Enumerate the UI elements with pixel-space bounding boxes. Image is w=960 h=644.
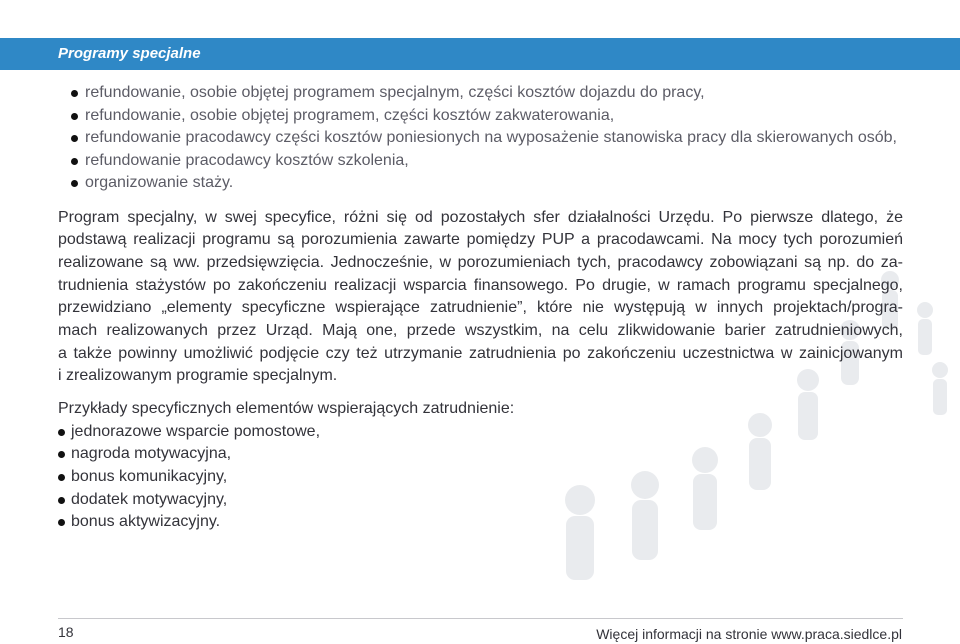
bullet-icon: [71, 158, 78, 165]
page-number: 18: [58, 624, 74, 640]
bullet-list-top: [58, 82, 903, 195]
paragraph-line: realizowane są ww. przedsięwzięcia. Jednocześnie, w porozumieniach tych, pracodawcy zobowiązani są np. do za-: [58, 253, 903, 271]
list-item: nagroda motywacyjna,: [58, 443, 903, 466]
list-item: refundowanie pracodawcy części kosztów poniesionych na wyposażenie stanowiska pracy dla skierowanych osób,: [58, 127, 903, 150]
bullet-icon: [71, 113, 78, 120]
bullet-icon: [71, 90, 78, 97]
header-band: [0, 38, 960, 70]
paragraph-line: Program specjalny, w swej specyfice, różni się od pozostałych sfer działalności Urzędu. Po pierwsze dlatego, że: [58, 208, 903, 226]
bullet-icon: [71, 135, 78, 142]
bullet-icon: [58, 429, 65, 436]
paragraph-line: a także powinny umożliwić podjęcie czy też utrzymanie zatrudnienia po zakończeniu uczestnictwa w zainicjowanym: [58, 344, 903, 362]
bullet-list-bottom: [58, 421, 903, 535]
examples-heading: Przykłady specyficznych elementów wspierających zatrudnienie:: [58, 400, 515, 418]
page-section-title: Programy specjalne: [58, 45, 201, 62]
body-paragraph: [58, 207, 903, 389]
main-content: [58, 82, 903, 534]
list-item: refundowanie, osobie objętej programem, części kosztów zakwaterowania,: [58, 105, 903, 128]
paragraph-line: podstawą realizacji programu są porozumienia zawarte pomiędzy PUP a pracodawcami. Na mocy tych porozumień: [58, 231, 903, 249]
bullet-icon: [58, 519, 65, 526]
list-item: jednorazowe wsparcie pomostowe,: [58, 421, 903, 444]
list-item: dodatek motywacyjny,: [58, 489, 903, 512]
bullet-icon: [71, 180, 78, 187]
list-item: bonus komunikacyjny,: [58, 466, 903, 489]
bullet-icon: [58, 474, 65, 481]
bullet-icon: [58, 497, 65, 504]
paragraph-line: trudnienia stażystów po zakończeniu realizacji wsparcia finansowego. Po drugie, w ramach programu specjalnego,: [58, 276, 903, 294]
list-item: refundowanie pracodawcy kosztów szkolenia,: [58, 150, 903, 173]
list-item: bonus aktywizacyjny.: [58, 511, 903, 534]
paragraph-line: i zrealizowanym programie specjalnym.: [58, 367, 338, 385]
paragraph-line: przewidziano „elementy specyficzne wspierające zatrudnienie”, które nie występują w innych projektach/progra-: [58, 299, 903, 317]
footer-website-info: Więcej informacji na stronie www.praca.siedlce.pl: [596, 626, 902, 642]
paragraph-line: mach realizowanych przez Urząd. Mają one, przede wszystkim, na celu zlikwidowanie barier zatrudnieniowych,: [58, 322, 903, 340]
bullet-icon: [58, 451, 65, 458]
list-item: organizowanie staży.: [58, 172, 903, 195]
footer-divider: [58, 618, 903, 619]
list-item: refundowanie, osobie objętej programem specjalnym, części kosztów dojazdu do pracy,: [58, 82, 903, 105]
